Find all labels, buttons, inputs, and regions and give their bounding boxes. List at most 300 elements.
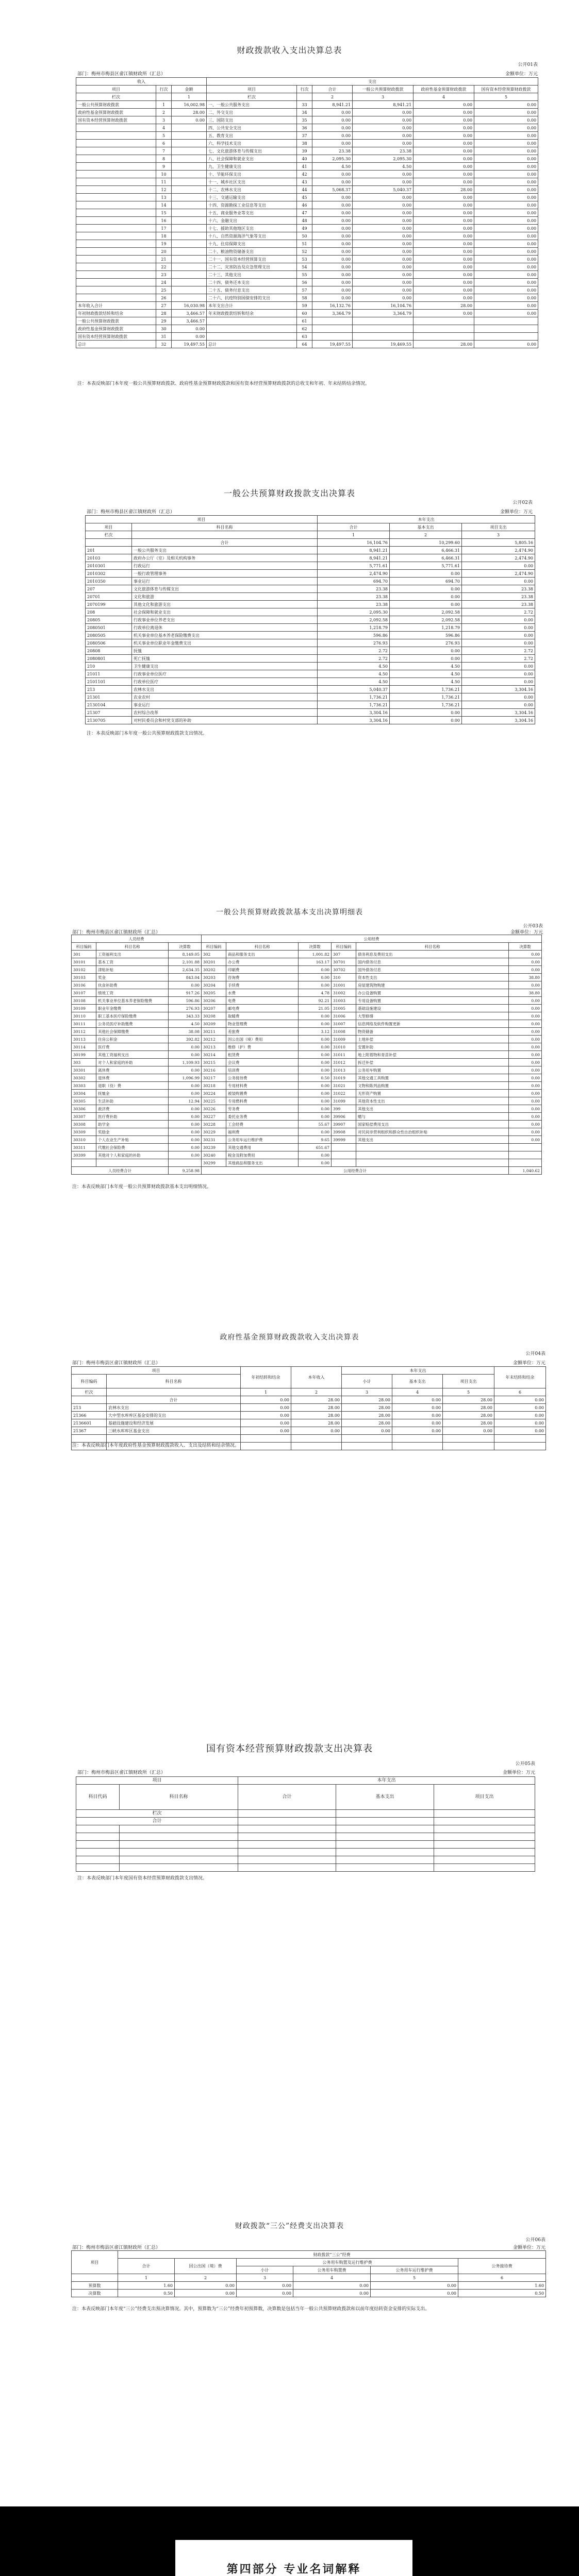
t2-cell: 0.00 [390,709,462,717]
t2-cell: 4.50 [390,663,462,670]
table-row [86,578,535,585]
t1-cell [207,333,297,341]
t4-cell: 农林水支出 [107,1404,241,1412]
table-row [76,248,538,256]
t5-org: 部门：梅州市梅县区畲江镇财政所（汇总） [77,1770,166,1775]
t1-cell: 0.00 [474,310,538,317]
t1-cell [76,232,156,240]
t1-cell [76,271,156,279]
t3-cell: 邮电费 [226,1005,299,1012]
t3-cell: 大型修缮 [356,1012,509,1020]
t3-cell: 对个人和家庭的补助 [96,1059,169,1066]
t1-cell: 49 [297,225,312,232]
t1-cell: 5,040.37 [353,186,413,194]
t4-head-begin: 年初结转和结余 [241,1367,291,1388]
t1-cell: 29 [156,317,172,325]
t1-cell: 0.00 [413,201,474,209]
table-row [76,256,538,263]
t3-cell: 1,096.99 [169,1074,202,1082]
table-row [72,1066,542,1074]
t1-cell: 34 [297,109,312,116]
t3-cell [356,1151,509,1159]
table-row [72,966,542,974]
t1-cell: 23.38 [312,147,353,155]
t3-cell: 生活补助 [96,1097,169,1105]
t4-cell: 0.00 [241,1404,291,1412]
t3-cell: 30101 [72,958,96,966]
t3-cell: 电费 [226,997,299,1005]
t1-cell: 20 [156,248,172,256]
t1-cell: 27 [156,302,172,310]
t5-head-name: 科目名称 [120,1785,238,1810]
t5-head-col: 合计 [238,1785,336,1810]
t1-cell: 十四、资源勘探工业信息等支出 [207,201,297,209]
t1-cell: 1 [156,101,172,109]
t3-section [0,876,579,1298]
t1-cell: 0.00 [353,140,413,147]
t1-cell: 十一、城乡社区支出 [207,178,297,186]
t3-cell: 工资福利支出 [96,951,169,958]
t4-head-proj: 项目支出 [443,1375,494,1388]
t1-cell: 43 [297,178,312,186]
t1-cell: 24 [156,279,172,286]
t2-cell: 5,805.16 [462,539,535,547]
t3-cell: 30702 [332,966,356,974]
t6-unit: 公开06表 [525,2238,545,2243]
t1-cell: 0.00 [413,163,474,171]
t2-cell: 23.38 [318,585,390,593]
t6-cell: 1.60 [118,2282,175,2290]
t3-cell: 房屋建筑物购建 [356,981,509,989]
t2-cell: 213 [86,686,132,693]
table-row [72,2282,546,2290]
t6-cell: 0.00 [371,2290,458,2297]
t4-cell: 0.00 [392,1396,443,1404]
t1-cell: 政府性基金预算财政拨款 [76,325,156,333]
t2-cell: 20805 [86,616,132,624]
table-row [76,147,538,155]
t6-cell: 0.00 [293,2290,371,2297]
table-row [86,608,535,616]
t3-cell: 0.00 [509,1043,542,1051]
t3-unit: 公开03表 [523,924,543,929]
t1-cell: 0.00 [474,271,538,279]
t1-cell: 0.00 [312,124,353,132]
t3-cell: 住房公积金 [96,1036,169,1043]
t1-cell [76,248,156,256]
t3-cell: 0.00 [509,1128,542,1136]
t6-head-sg: 财政拨款“三公”经费 [118,2251,546,2259]
t4-cell: 28.00 [342,1419,392,1427]
t6-cell: 0.00 [175,2290,237,2297]
t1-cell: 0.00 [312,286,353,294]
t1-cell: 七、文化旅游体育与传媒支出 [207,147,297,155]
t4-cell: 28.00 [443,1396,494,1404]
t2-cell: 2080506 [86,639,132,647]
t3-unit2: 金额单位：万元 [510,930,543,935]
t4-unit: 公开04表 [525,1351,545,1357]
t3-cell: 地上附着物和青苗补偿 [356,1051,509,1059]
table-row [86,601,535,608]
t3-cell: 国内债务付息 [356,958,509,966]
t1-cell [172,194,207,201]
t3-cell: 399 [332,1105,356,1113]
table-row [86,717,535,724]
table-row [72,1097,542,1105]
t1-cell [172,147,207,155]
t1-cell: 0.00 [474,279,538,286]
table-row [72,1082,542,1090]
t1-cell [76,225,156,232]
table-row [72,1036,542,1043]
t1-cell: 二十四、债务还本支出 [207,279,297,286]
t4-num-cell [107,1388,241,1396]
t1-cell: 23 [156,271,172,279]
t3-cell: 38.80 [509,989,542,997]
table-row [72,1012,542,1020]
t1-cell [312,325,353,333]
t3-cell [509,1144,542,1151]
table-row [76,101,538,109]
t2-title: 一般公共预算财政拨款支出决算表 [223,488,355,498]
t2-cell: 2,474.90 [318,570,390,578]
t3-cell: 30207 [202,1005,226,1012]
t3-cell: 其他支出 [356,1105,509,1113]
t1-cell [76,186,156,194]
t2-table [85,515,535,724]
t2-cell: 20808 [86,647,132,655]
t3-cell: 30212 [202,1036,226,1043]
t2-cell: 2,474.90 [462,547,535,554]
t3-cell: 0.00 [299,1020,332,1028]
table-row [76,124,538,132]
t3-cell: 392.82 [169,1036,202,1043]
t1-cell [76,209,156,217]
t2-cell: 机关事业单位职业年金缴费支出 [132,639,318,647]
table-row [72,1159,542,1167]
t3-cell: 其他商品和服务支出 [226,1159,299,1167]
t3-cell: 31006 [332,1012,356,1020]
t3-cell: 0.00 [299,1082,332,1090]
table-row [72,1121,542,1128]
t1-cell: 19 [156,240,172,248]
t3-cell: 0.00 [299,966,332,974]
t2-cell: 0.00 [462,663,535,670]
t4-num-cell: 2 [291,1388,342,1396]
t4-cell: 0.00 [443,1427,494,1435]
t1-cell: 11 [156,178,172,186]
t3-cell: 0.50 [299,1074,332,1082]
t3-cell: 其他资本性支出 [356,1097,509,1105]
t3-cell: 国家赔偿费用支出 [356,1121,509,1128]
t2-cell: 694.70 [390,578,462,585]
t2-cell: 21301 [86,693,132,701]
t1-cell: 总计 [207,341,297,348]
t4-num-cell: 1 [241,1388,291,1396]
t1-cell [353,325,413,333]
t1-cell: 0.00 [474,286,538,294]
t3-cell: 劳务费 [226,1105,299,1113]
table-row [86,554,535,562]
t1-cell: 四、公共安全支出 [207,124,297,132]
t3-cell: 0.00 [509,966,542,974]
t1-cell: 0.00 [474,256,538,263]
table-row [72,1059,542,1066]
t2-cell: 0.00 [462,701,535,709]
t6-head-car: 公务用车购置及运行维护费 [237,2259,458,2266]
t4-cell: 0.00 [494,1419,546,1427]
t2-cell: 行政事业单位医疗 [132,670,318,678]
t1-cell: 0.00 [413,217,474,225]
t3-head-personnel: 人员经费 [72,935,202,943]
t3-cell: 30303 [72,1082,96,1090]
table-row [86,585,535,593]
t4-empty-cell [392,1435,443,1443]
t1-cell [76,132,156,140]
t1-cell: 4.50 [312,163,353,171]
t4-empty-cell [443,1443,494,1450]
t3-cell: 38.80 [509,974,542,981]
t3-cell: 31005 [332,1005,356,1012]
t3-cell: 31009 [332,1036,356,1043]
t1-cell: 35 [297,116,312,124]
t1-cell: 39 [297,147,312,155]
t3-cell: 赠与 [356,1113,509,1121]
t2-cell: 276.93 [318,639,390,647]
table-row [72,974,542,981]
t3-cell: 基础设施建设 [356,1005,509,1012]
t4-cell: 0.00 [494,1396,546,1404]
t1-cell: 28.00 [413,341,474,348]
t2-cell: 4.50 [318,670,390,678]
table-row [72,2290,546,2297]
t1-cell [413,317,474,325]
t3-cell: 310 [332,974,356,981]
table-row [72,1043,542,1051]
t1-cell: 本年收入合计 [76,302,156,310]
t3-cell: 38.08 [169,1028,202,1036]
t3-cell: 0.00 [169,1136,202,1144]
t3-cell: 0.00 [509,1066,542,1074]
t3-cell: 抚恤金 [96,1090,169,1097]
t3-cell: 取暖费 [226,1012,299,1020]
t3-cell: 0.00 [299,981,332,989]
t1-cell [76,279,156,286]
t4-section [0,1298,579,1659]
table-row [86,686,535,693]
t1-num-cell [297,93,312,101]
t1-cell: 4.50 [353,163,413,171]
t1-cell: 2 [156,109,172,116]
t3-cell: 2,101.88 [169,958,202,966]
t2-head-col: 基本支出 [390,523,462,531]
t3-cell: 30208 [202,1012,226,1020]
t2-cell: 10,299.60 [390,539,462,547]
t3-sub-head: 决算数 [299,943,332,951]
t3-cell: 31012 [332,1059,356,1066]
t2-cell: 23.38 [318,601,390,608]
t3-cell: 30301 [72,1066,96,1074]
t3-cell: 绩效工资 [96,989,169,997]
t3-cell: 委托业务费 [226,1113,299,1121]
t6-table [71,2250,546,2297]
t3-cell: 0.00 [299,1051,332,1059]
t1-cell: 总计 [76,341,156,348]
t3-cell: 物业管理费 [226,1020,299,1028]
t1-cell: 年初财政拨款结转和结余 [76,310,156,317]
t2-note: 注：本表反映部门本年度一般公共预算财政拨款支出情况。 [87,731,208,736]
t3-cell: 30103 [72,974,96,981]
t3-cell: 印刷费 [226,966,299,974]
t3-cell: 0.00 [299,1059,332,1066]
t3-cell: 30218 [202,1082,226,1090]
t1-cell: 0.00 [413,116,474,124]
t3-sub-head: 决算数 [169,943,202,951]
t1-head-income: 收入 [76,78,207,86]
t1-cell [172,263,207,271]
t1-cell: 0.00 [413,101,474,109]
table-row [76,333,538,341]
t3-cell: 30106 [72,981,96,989]
t1-num-cell [156,93,172,101]
t2-cell: 2130104 [86,701,132,709]
t2-cell: 207 [86,585,132,593]
t2-cell: 0.00 [390,717,462,724]
t3-cell: 伙食补助费 [96,981,169,989]
t1-cell: 0.00 [474,132,538,140]
t2-cell: 1,736.21 [318,701,390,709]
t1-cell: 0.00 [172,333,207,341]
t2-cell: 596.86 [390,632,462,639]
t3-cell: 0.00 [509,951,542,958]
t1-cell [76,171,156,178]
t4-head-project: 项目 [72,1367,241,1375]
t3-cell: 0.00 [169,1113,202,1121]
table-row [76,341,538,348]
t4-empty-cell [392,1443,443,1450]
t3-cell: 公务接待费 [226,1074,299,1082]
t3-cell: 0.00 [299,1066,332,1074]
table-row [72,1074,542,1082]
t3-cell: 对民间非营利组织和群众性自治组织补贴 [356,1128,509,1136]
t2-cell: 1,736.21 [390,686,462,693]
t3-cell: 917.26 [169,989,202,997]
t1-cell: 14 [156,201,172,209]
t3-cell: 会议费 [226,1059,299,1066]
t2-cell: 机关事业单位基本养老保险缴费支出 [132,632,318,639]
t2-cell: 事业运行 [132,701,318,709]
t1-col-label: 项目 [207,86,297,93]
t1-cell: 16,104.76 [353,302,413,310]
t3-cell: 31019 [332,1074,356,1082]
t2-cell: 16,104.76 [318,539,390,547]
t1-cell: 二、外交支出 [207,109,297,116]
t1-cell: 47 [297,209,312,217]
t1-cell: 0.00 [353,178,413,186]
t1-cell: 0.00 [474,155,538,163]
t3-cell: 其他工资福利支出 [96,1051,169,1059]
table-row [72,981,542,989]
t1-cell [76,240,156,248]
t1-cell [172,271,207,279]
t3-cell: 0.00 [299,1159,332,1167]
t2-cell: 2.72 [462,647,535,655]
t1-cell [76,124,156,132]
t1-cell: 0.00 [312,201,353,209]
t6-section [0,2081,579,2506]
t3-cell: 31010 [332,1043,356,1051]
t1-cell: 0.00 [353,248,413,256]
t6-num-cell: 1 [118,2274,175,2282]
table-row [76,286,538,294]
t4-cell: 28.00 [291,1404,342,1412]
table-row [72,958,542,966]
t3-title: 一般公共预算财政拨款基本支出决算明细表 [216,908,363,917]
t1-cell [172,248,207,256]
t1-cell [76,147,156,155]
t2-cell: 6,466.31 [390,554,462,562]
t1-cell: 0.00 [353,271,413,279]
t4-unit2: 金额单位：万元 [512,1361,545,1366]
t4-cell: 0.00 [342,1427,392,1435]
t3-cell: 物资储备 [356,1028,509,1036]
t2-cell: 2,092.58 [318,616,390,624]
t4-cell: 0.00 [392,1419,443,1427]
t1-cell [474,333,538,341]
t1-cell: 三、国防支出 [207,116,297,124]
t3-cell: 医疗费补助 [96,1113,169,1121]
t2-cell: 3,304.16 [462,686,535,693]
t3-cell: 0.00 [169,1043,202,1051]
t2-cell: 0.00 [462,632,535,639]
t1-cell [413,333,474,341]
t3-cell: 303 [72,1059,96,1066]
t1-cell: 18 [156,232,172,240]
t4-cell: 0.00 [241,1419,291,1427]
t4-org: 部门：梅州市梅县区畲江镇财政所（汇总） [72,1361,161,1366]
t1-cell: 54 [297,263,312,271]
t2-cell: 3,304.16 [462,709,535,717]
t1-cell [172,217,207,225]
t1-cell [172,140,207,147]
t3-cell: 30211 [202,1028,226,1036]
t1-cell [207,325,297,333]
t3-cell: 0.00 [509,1121,542,1128]
t4-empty-cell [241,1435,291,1443]
t1-cell: 0.00 [413,109,474,116]
t4-head-income: 本年收入 [291,1367,342,1388]
t3-cell: 债务利息及费用支出 [356,951,509,958]
t3-cell: 0.00 [509,1005,542,1012]
t1-cell: 19,469.55 [353,341,413,348]
t3-cell: 其他社会保障缴费 [96,1028,169,1036]
t3-cell: 津贴补贴 [96,966,169,974]
table-row [76,163,538,171]
t1-cell: 12 [156,186,172,194]
t2-cell: 0.00 [390,585,462,593]
t2-cell: 0.00 [462,678,535,686]
t1-cell: 0.00 [474,225,538,232]
t1-cell: 0.00 [312,194,353,201]
t3-cell: 0.00 [509,958,542,966]
t4-empty-cell [342,1443,392,1450]
table-row [72,1005,542,1012]
t1-cell: 0.00 [353,132,413,140]
table-row [76,240,538,248]
t1-cell: 十六、金融支出 [207,217,297,225]
t6-cell: 0.50 [118,2290,175,2297]
t1-cell: 二十二、灾害防治及应急管理支出 [207,263,297,271]
